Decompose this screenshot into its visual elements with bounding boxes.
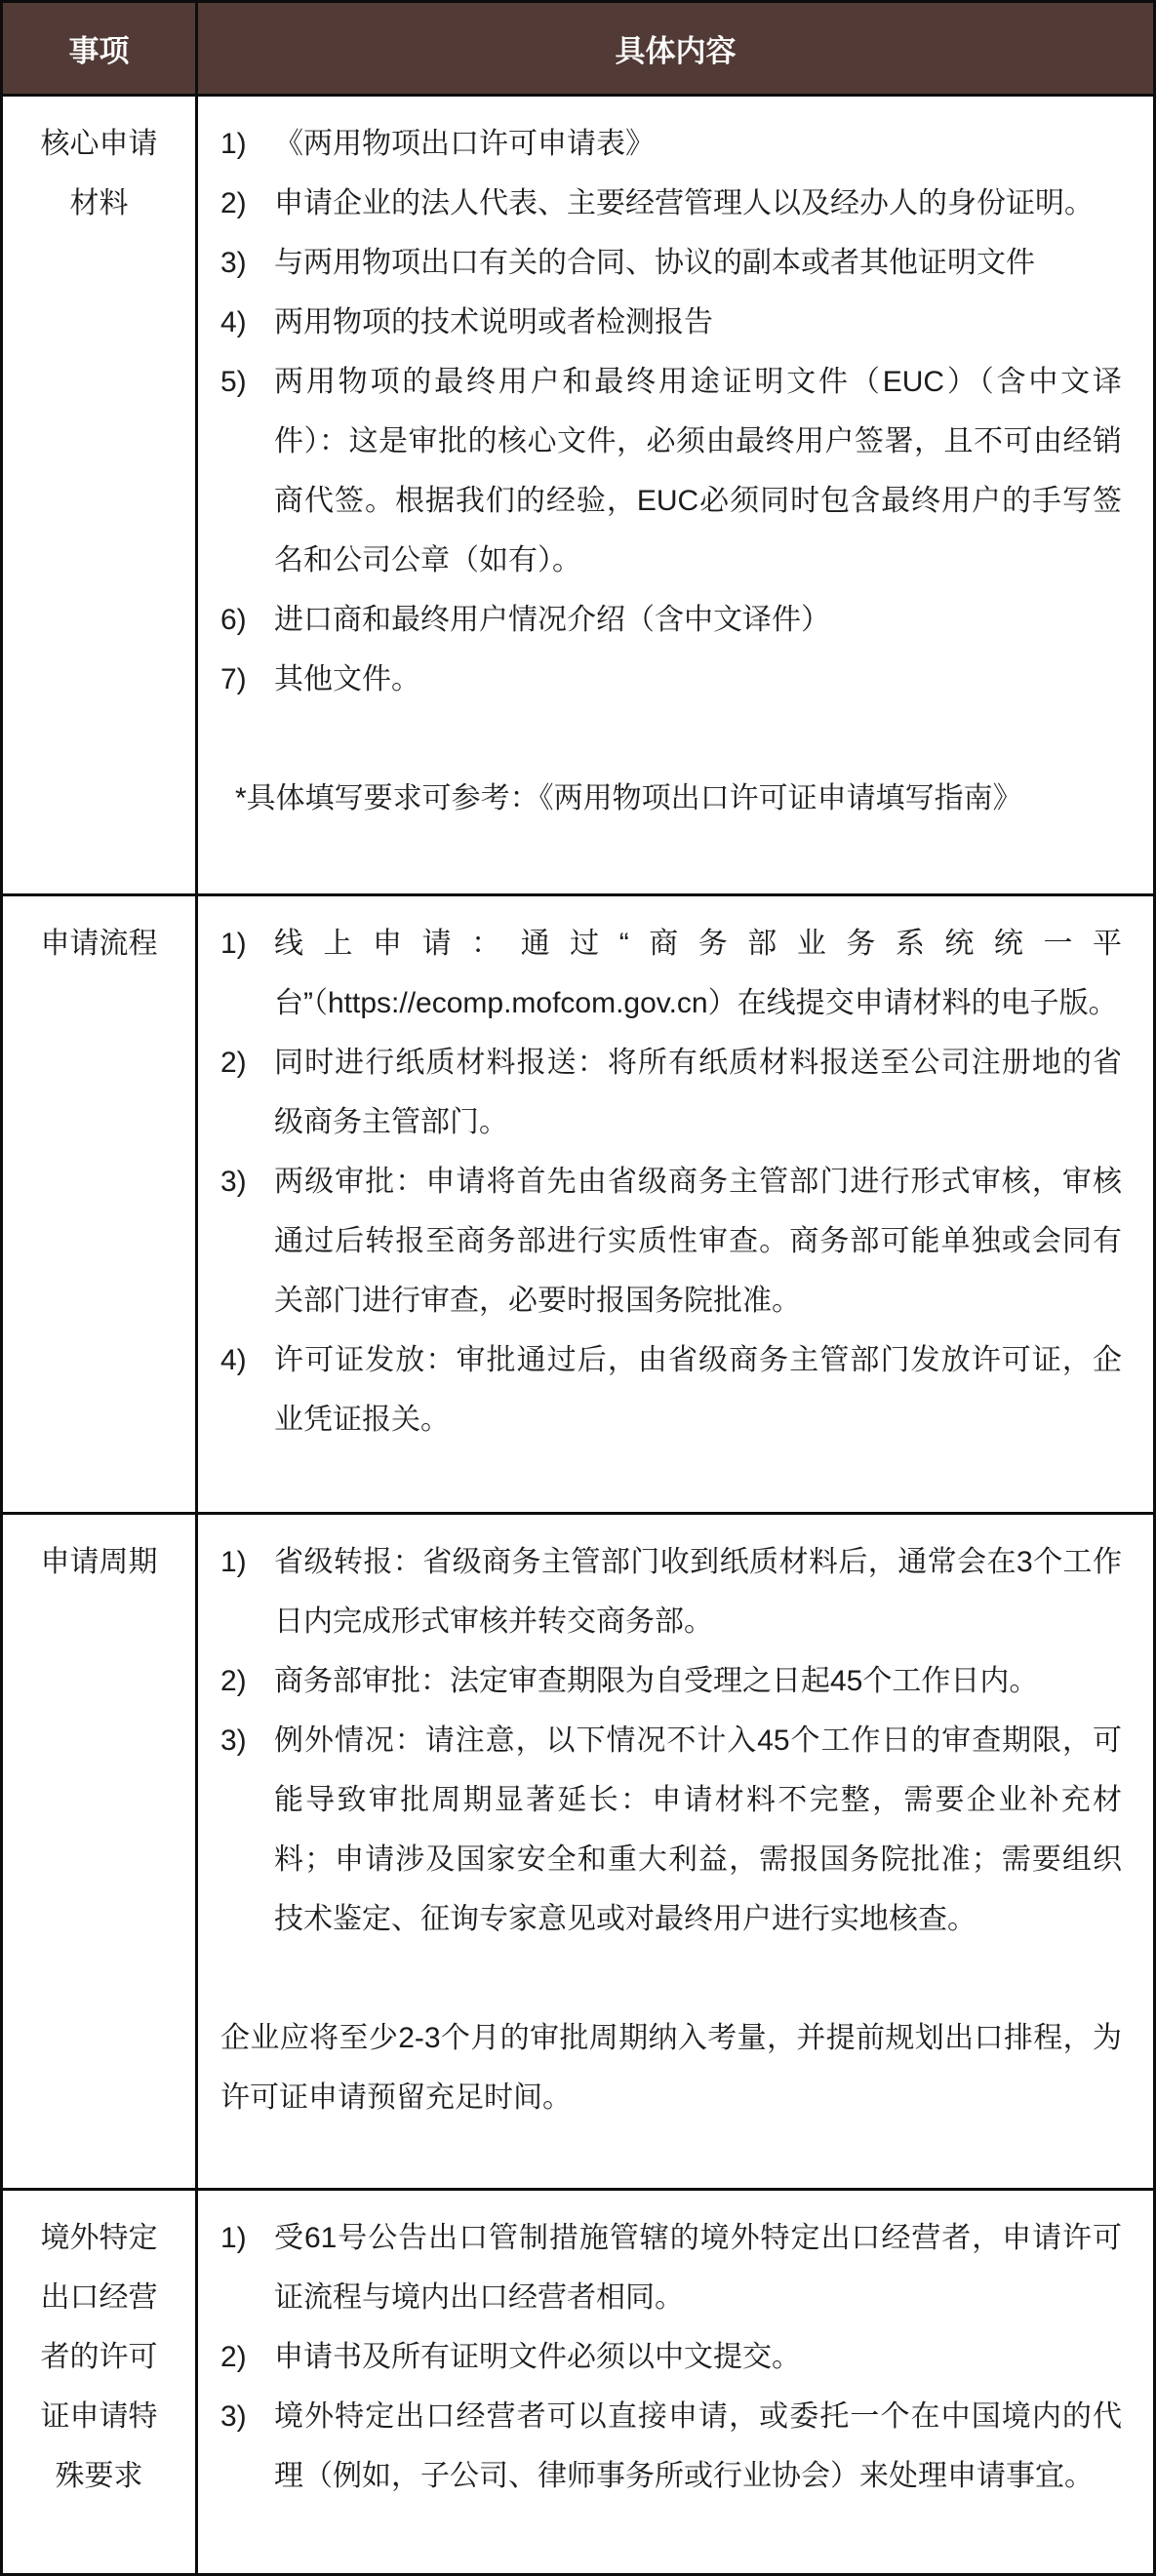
header-cell-content: 具体内容 [615,34,737,68]
blank-line [220,709,1122,769]
list-item [220,174,1122,233]
table-row-application-process [3,893,1153,1512]
list-item-number: 4) [220,1344,247,1376]
list-item-number: 1) [220,1546,247,1578]
list-item-text: 例外情况：请注意，以下情况不计入45个工作日的审查期限，可能导致审批周期显著延长：申请材料不完整，需要企业补充材料；申请涉及国家安全和重大利益，需报国务院批准；需要组织技术鉴定、征询专家意见或对最终用户进行实地核查。 [274,1724,1122,1935]
list-item-text: 线上申请：通过“商务部业务系统统一平台”（https://ecomp.mofcom.gov.cn）在线提交申请材料的电子版。 [274,928,1122,1019]
list-item-text: 两用物项的技术说明或者检测报告 [274,306,713,338]
row-content [198,1515,1153,2188]
list-item [220,2387,1122,2506]
summary-paragraph: 企业应将至少2-3个月的审批周期纳入考量，并提前规划出口排程，为许可证申请预留充足时间。 [220,2022,1122,2114]
blank-line [220,1949,1122,2008]
list-item [220,650,1122,709]
list-item [220,2208,1122,2327]
list-item-text: 进口商和最终用户情况介绍（含中文译件） [274,604,830,636]
list-item-text: 与两用物项出口有关的合同、协议的副本或者其他证明文件 [274,247,1035,279]
table-row-core-materials [3,94,1153,893]
table-row-overseas-operators [3,2188,1153,2573]
list-item-number: 2) [220,1665,247,1697]
list-item-number: 2) [220,187,247,219]
list-item-number: 1) [220,128,247,160]
list-item [220,233,1122,293]
row-content [198,2191,1153,2573]
list-item [220,1330,1122,1449]
row-label: 申请流程 [3,896,198,1512]
list-item-number: 1) [220,928,247,960]
list-item [220,352,1122,590]
list-item-text: 两级审批：申请将首先由省级商务主管部门进行形式审核，审核通过后转报至商务部进行实质性审查。商务部可能单独或会同有关部门进行审查，必要时报国务院批准。 [274,1166,1122,1317]
row-label: 核心申请材料 [3,97,198,893]
list-item-text: 两用物项的最终用户和最终用途证明文件（EUC）（含中文译件）：这是审批的核心文件，必须由最终用户签署，且不可由经销商代签。根据我们的经验，EUC必须同时包含最终用户的手写签名和公司公章（如有）。 [274,366,1122,576]
list-item [220,1033,1122,1152]
list-item [220,1532,1122,1651]
table-row-application-timeline [3,1512,1153,2188]
list-item-number: 2) [220,2341,247,2373]
list-item-text: 商务部审批：法定审查期限为自受理之日起45个工作日内。 [274,1665,1039,1697]
list-item-text: 同时进行纸质材料报送：将所有纸质材料报送至公司注册地的省级商务主管部门。 [274,1047,1122,1138]
list-item-number: 4) [220,306,247,338]
row-label: 境外特定出口经营者的许可证申请特殊要求 [3,2191,198,2573]
list-item [220,114,1122,174]
list-item [220,914,1122,1033]
list-item [220,2327,1122,2387]
list-item-number: 3) [220,247,247,279]
list-item-number: 3) [220,1166,247,1198]
list-item-text: 境外特定出口经营者可以直接申请，或委托一个在中国境内的代理（例如，子公司、律师事务所或行业协会）来处理申请事宜。 [274,2400,1122,2492]
list-item-number: 3) [220,1724,247,1757]
row-label: 申请周期 [3,1515,198,2188]
list-item-text: 申请企业的法人代表、主要经营管理人以及经办人的身份证明。 [274,187,1094,219]
list-item-text: 省级转报：省级商务主管部门收到纸质材料后，通常会在3个工作日内完成形式审核并转交商务部。 [274,1546,1122,1638]
list-item-text: 其他文件。 [274,663,420,695]
table-header-row [3,3,1153,94]
list-item-number: 6) [220,604,247,636]
list-item-number: 2) [220,1047,247,1079]
list-item-text: 许可证发放：审批通过后，由省级商务主管部门发放许可证，企业凭证报关。 [274,1344,1122,1436]
list-item-text: 申请书及所有证明文件必须以中文提交。 [274,2341,801,2373]
list-item-number: 5) [220,366,247,398]
list-item-number: 7) [220,663,247,695]
list-item [220,590,1122,650]
row-content [198,896,1153,1512]
row-content [198,97,1153,893]
header-cell-item: 事项 [3,3,198,94]
list-item [220,1152,1122,1330]
list-item-number: 1) [220,2222,247,2254]
list-item-number: 3) [220,2400,247,2433]
list-item-text: 《两用物项出口许可申请表》 [274,128,655,160]
list-item-text: 受61号公告出口管制措施管辖的境外特定出口经营者，申请许可证流程与境内出口经营者相同。 [274,2222,1122,2314]
list-item [220,1711,1122,1949]
footnote: *具体填写要求可参考：《两用物项出口许可证申请填写指南》 [235,782,1022,814]
list-item [220,1651,1122,1711]
list-item [220,293,1122,352]
